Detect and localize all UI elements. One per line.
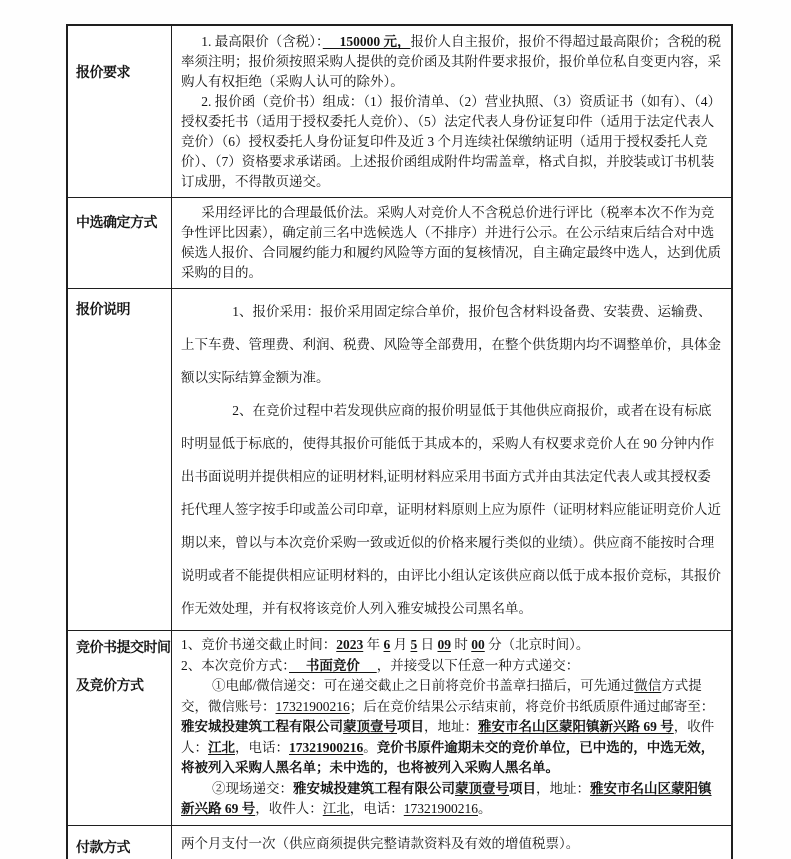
row-label-line: 报价说明 <box>76 303 130 318</box>
underlined-text: 雅安市名山区蒙阳镇新兴路 69 号 <box>478 719 674 734</box>
row-content <box>172 289 731 630</box>
paragraph <box>181 676 723 779</box>
underlined-text: 6 <box>383 637 391 652</box>
text-segment: 时 <box>451 637 472 652</box>
text-segment: 竞价书原件逾期未交的竞价单位，已中选的，中选无效，将被列入采购人黑名单；未中选的，也将被列入采购人黑名单。 <box>181 739 715 775</box>
underlined-text: 江北 <box>322 801 350 816</box>
text-segment: 雅安城投建筑工程有限公司 <box>293 780 456 796</box>
paragraph <box>181 779 723 820</box>
text-segment: 采用经评比的合理最低价法。采购人对竞价人不含税总价进行评比（税率本次不作为竞争性评比因素），确定前三名中选候选人（不排序）并进行公示。在公示结束后结合对中选候选人报价、合同履约能力和履约风险等方面的复核情况，自主确定最终中选人，达到优质采购的目的。 <box>181 205 721 280</box>
text-segment: 两个月支付一次（供应商须提供完整请款资料及有效的增值税票）。 <box>181 835 580 851</box>
underlined-text: 书面竞价 <box>289 657 377 673</box>
text-segment: ①电邮/微信递交：可在递交截止之日前将竞价书盖章扫描后，可先通过 <box>212 678 635 693</box>
table-row <box>68 26 731 198</box>
text-segment: 项目 <box>397 719 424 734</box>
underlined-text: 00 <box>471 637 485 652</box>
underlined-text: 江北 <box>208 739 235 755</box>
text-segment: ，收件人： <box>255 801 323 816</box>
paragraph <box>181 656 723 677</box>
text-segment: 项目 <box>509 780 537 796</box>
row-label-line: 付款方式 <box>76 840 130 856</box>
text-segment: 日 <box>417 637 438 652</box>
table-row <box>68 289 731 631</box>
underlined-text: 17321900216 <box>289 739 364 755</box>
text-segment: 。 <box>478 801 492 816</box>
paragraph <box>181 834 723 854</box>
text-segment: 2、在竞价过程中若发现供应商的报价明显低于其他供应商报价，或者在设有标底时明显低于标底的，使得其报价可能低于其成本的，采购人有权要求竞价人在 90 分钟内作出书面说明并提供相应的证明材料,证明材料应采用书面方式并由其法定代表人或其授权委托代理人签字按手印或盖公司印章，证明材料原则上应为原件（证明材料应能证明竞价人近期以来，曾以与本次竞价采购一致或近似的价格来履行类似的业绩）。供应商不能按时合理说明或者不能提供相应证明材料的，由评比小组认定该供应商以低于成本报价竞标，其报价作无效处理，并有权将该竞价人列入雅安城投公司黑名单。 <box>181 403 721 616</box>
text-segment: ，电话： <box>349 801 404 816</box>
row-label-line: 报价要求 <box>76 66 130 81</box>
paragraph <box>181 635 723 656</box>
text-segment: 1、竞价书递交截止时间： <box>181 637 337 652</box>
underlined-text: 蒙顶壹号 <box>455 780 510 796</box>
text-segment: 1. 最高限价（含税）： <box>201 34 323 49</box>
text-segment: ②现场递交： <box>212 780 294 796</box>
underlined-text: 雅安市名山区蒙阳镇新兴路 69 号 <box>181 780 712 816</box>
text-segment: 月 <box>390 637 411 652</box>
underlined-text: 5 <box>410 637 418 652</box>
underlined-text: 蒙顶壹号 <box>343 719 397 734</box>
text-segment: 方式提交，微信账号： <box>181 678 702 714</box>
underlined-text: 17321900216 <box>403 801 478 816</box>
row-label-line: 及竞价方式 <box>76 679 144 694</box>
table-row <box>68 826 731 859</box>
underlined-text: 2023 <box>336 637 364 652</box>
text-segment: 分（北京时间）。 <box>484 637 590 652</box>
row-label-line: 竞价书提交时间 <box>76 641 171 656</box>
row-label <box>68 26 172 197</box>
text-segment: 年 <box>363 637 384 652</box>
row-label-line: 中选确定方式 <box>76 216 157 231</box>
text-segment: 2、本次竞价方式： <box>181 657 289 673</box>
text-segment: ，电话： <box>235 739 289 755</box>
row-label <box>68 289 172 630</box>
underlined-text: 17321900216 <box>275 698 350 714</box>
row-content <box>172 198 731 288</box>
text-segment: ；后在竞价结果公示结束前，将竞价书纸质原件通过邮寄至： <box>349 698 715 714</box>
text-segment: 。 <box>363 739 377 755</box>
underlined-text: 09 <box>437 637 451 652</box>
text-segment: ，收件人： <box>181 719 715 755</box>
row-content <box>172 826 731 859</box>
row-label <box>68 631 172 825</box>
underlined-text: 150000 元， <box>322 34 411 49</box>
row-label <box>68 198 172 288</box>
paragraph <box>181 394 723 625</box>
text-segment: 2. 报价函（竞价书）组成：（1）报价清单、（2）营业执照、（3）资质证书（如有）、（4）授权委托书（适用于授权委托人竞价）、（5）法定代表人身份证复印件（适用于法定代表人竞价）（6）授权委托人身份证复印件及近 3 个月连续社保缴纳证明（适用于授权委托人竞价）、（7）资格要求承诺函。上述报价函组成附件均需盖章，格式自拟，并胶装或订书机装订成册，不得散页递交。 <box>181 94 721 189</box>
paragraph <box>181 32 723 92</box>
row-content <box>172 631 731 825</box>
underlined-text: 微信 <box>634 678 662 693</box>
table-row <box>68 631 731 826</box>
procurement-table <box>66 24 733 859</box>
text-segment: 报价人自主报价，报价不得超过最高限价；含税的税率须注明；报价须按照采购人提供的竞价函及其附件要求报价，报价单位私自变更内容，采购人有权拒绝（采购人认可的除外）。 <box>181 34 721 89</box>
table-row <box>68 198 731 289</box>
text-segment: 1、报价采用：报价采用固定综合单价，报价包含材料设备费、安装费、运输费、上下车费、管理费、利润、税费、风险等全部费用，在整个供货期内均不调整单价，具体金额以实际结算金额为准。 <box>181 304 721 385</box>
row-content <box>172 26 731 197</box>
text-segment: ，地址： <box>424 719 478 734</box>
text-segment: ，地址： <box>536 780 591 796</box>
text-segment: ，并接受以下任意一种方式递交： <box>376 657 580 673</box>
text-segment: 雅安城投建筑工程有限公司 <box>181 719 343 734</box>
row-label <box>68 826 172 859</box>
paragraph <box>181 295 723 394</box>
paragraph <box>181 92 723 192</box>
paragraph <box>181 203 723 283</box>
